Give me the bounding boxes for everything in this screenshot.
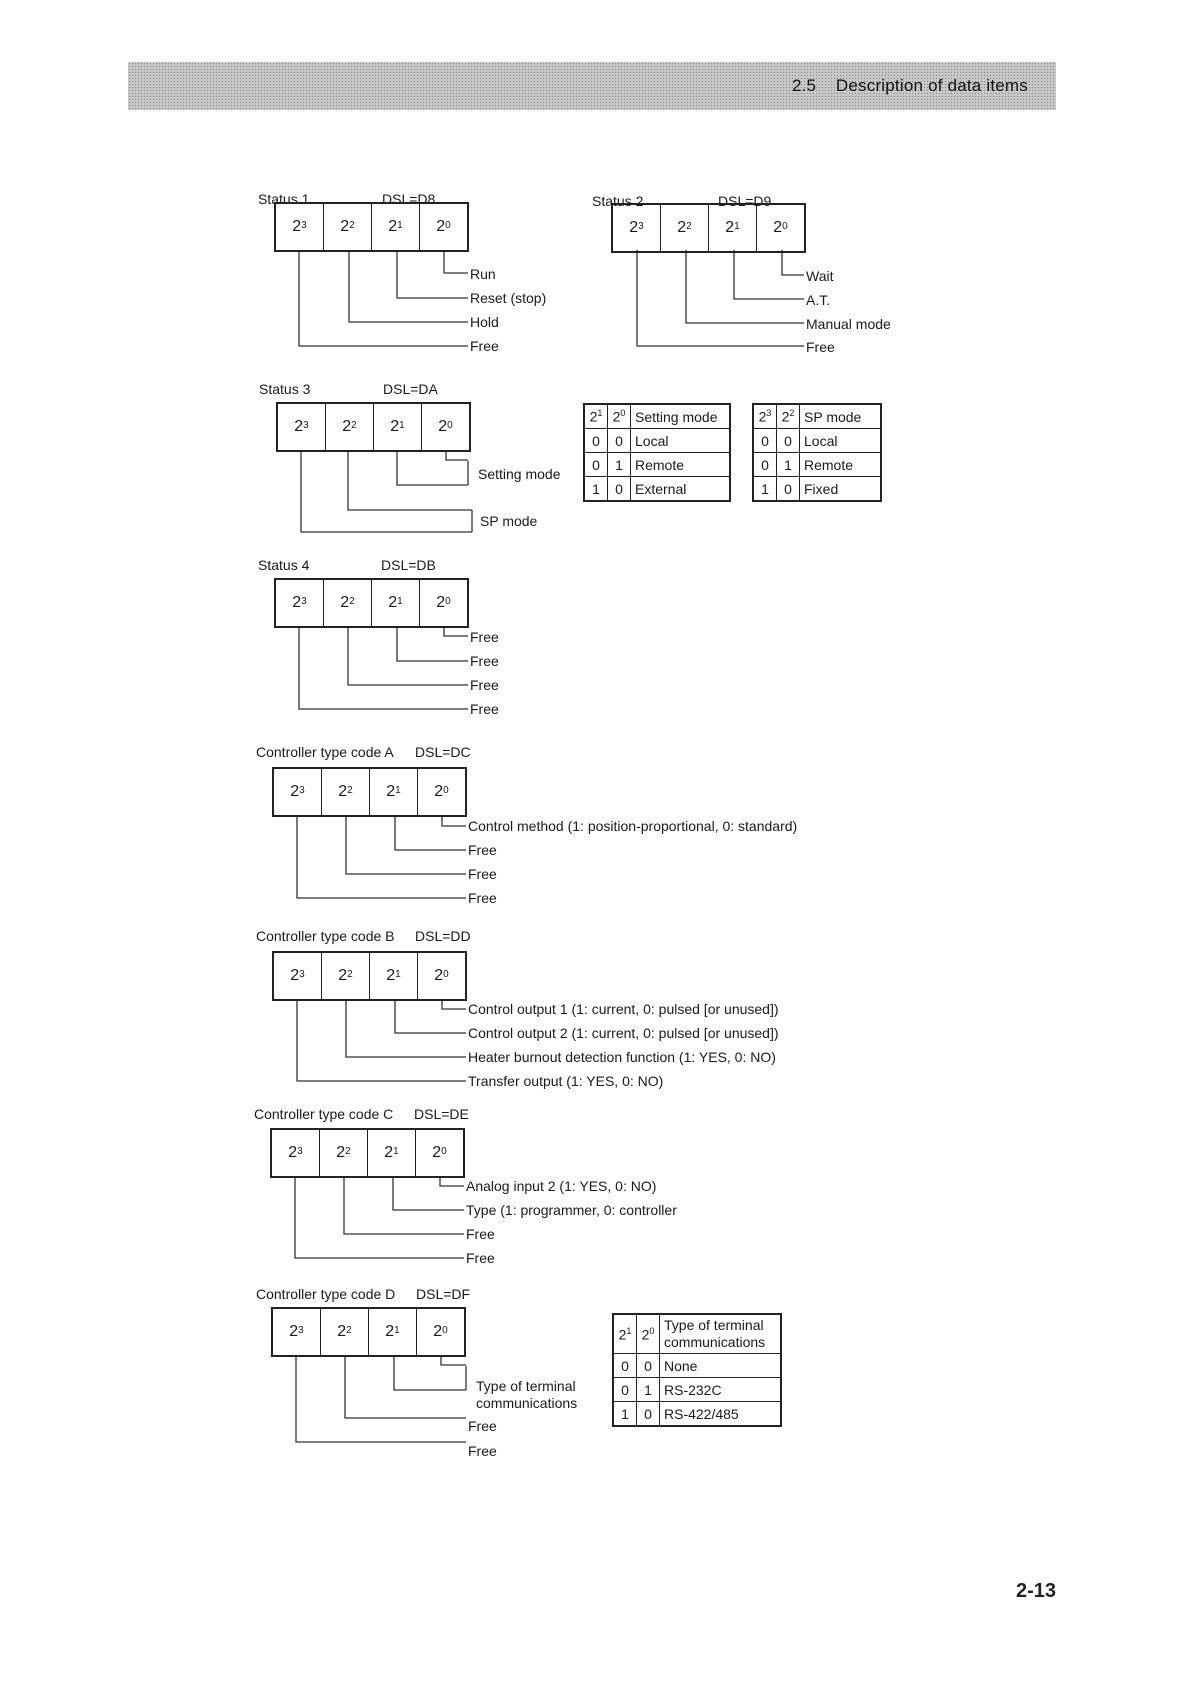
status1-bit-register: [274, 202, 469, 252]
table-cell: 0: [637, 1402, 660, 1427]
table-cell: 0: [613, 1354, 637, 1378]
status1-title: Status 1: [258, 191, 310, 207]
status4-bit0-label: Free: [470, 629, 499, 645]
bit-cell-3: 2 $^3$: [629, 219, 644, 236]
bit-header: $2^3$: [753, 404, 777, 429]
status2-bit3-label: Free: [806, 339, 835, 355]
bit-cell-3: 2 $^3$: [292, 594, 307, 611]
controller-c-title: Controller type code C: [254, 1106, 394, 1122]
controller-c-bit-register: [270, 1128, 465, 1178]
controller-a-bit1-label: Free: [468, 842, 497, 858]
controller-a-title: Controller type code A: [256, 744, 394, 760]
bit-header: $2^1$: [613, 1314, 637, 1354]
status4-bit1-label: Free: [470, 653, 499, 669]
table-cell: 0: [584, 429, 608, 453]
bit-cell-0: 2 $^0$: [415, 1130, 463, 1176]
table-cell: 1: [608, 453, 631, 477]
bit-cell-2: 2 $^2$: [660, 205, 708, 251]
controller-a-bit0-label: Control method (1: position-proportional, 0: standard): [468, 818, 798, 834]
table-cell: RS-422/485: [660, 1402, 782, 1427]
controller-a-bit2-label: Free: [468, 866, 497, 882]
table-row: [584, 429, 730, 453]
controller-d-bit-register: [271, 1307, 466, 1357]
status4-bit2-label: Free: [470, 677, 499, 693]
bit-cell-0: 2 $^0$: [417, 769, 465, 815]
bit-cell-3: 2 $^3$: [290, 783, 305, 800]
status2-bit1-label: A.T.: [806, 292, 831, 308]
bit-cell-0: 2 $^0$: [421, 404, 469, 450]
table-cell: 1: [753, 477, 777, 502]
sp-mode-table: [752, 403, 882, 502]
status2-dsl: DSL=D9: [718, 193, 772, 209]
bit-cell-1: 2 $^1$: [368, 1309, 416, 1355]
bit-cell-0: 2 $^0$: [419, 204, 467, 250]
status2-bit2-label: Manual mode: [806, 316, 891, 332]
bit-cell-3: 2 $^3$: [294, 418, 309, 435]
controller-c-bit1-label: Type (1: programmer, 0: controller: [466, 1202, 677, 1218]
controller-b-bit1-label: Control output 2 (1: current, 0: pulsed [or unused]): [468, 1025, 779, 1041]
bit-cell-2: 2 $^2$: [321, 769, 369, 815]
bit-cell-1: 2 $^1$: [369, 953, 417, 999]
bit-cell-1: 2 $^1$: [373, 404, 421, 450]
status1-dsl: DSL=D8: [382, 191, 436, 207]
controller-d-dsl: DSL=DF: [416, 1286, 471, 1302]
controller-c-bit0-label: Analog input 2 (1: YES, 0: NO): [466, 1178, 657, 1194]
setting-mode-table: [583, 403, 731, 502]
bit-cell-0: 2 $^0$: [756, 205, 804, 251]
bit-cell-0: 2 $^0$: [417, 953, 465, 999]
page-number: 2-13: [1016, 1580, 1057, 1602]
controller-a-bit-register: [272, 767, 467, 817]
table-row: [753, 453, 881, 477]
status2-title: Status 2: [592, 193, 644, 209]
setting-mode-header: Setting mode: [631, 404, 731, 429]
table-cell: None: [660, 1354, 782, 1378]
bit-cell-2: 2 $^2$: [323, 580, 371, 626]
status1-bit3-label: Free: [470, 338, 499, 354]
status4-dsl: DSL=DB: [381, 557, 436, 573]
bit-cell-1: 2 $^1$: [367, 1130, 415, 1176]
table-row: [584, 477, 730, 502]
table-cell: Local: [800, 429, 882, 453]
bit-header: $2^0$: [608, 404, 631, 429]
controller-c-bit2-label: Free: [466, 1226, 495, 1242]
table-cell: 0: [777, 429, 800, 453]
controller-d-title: Controller type code D: [256, 1286, 396, 1302]
table-row: [753, 477, 881, 502]
status1-bit2-label: Hold: [470, 314, 499, 330]
bit-cell-2: 2 $^2$: [320, 1309, 368, 1355]
controller-b-bit-register: [272, 951, 467, 1001]
table-cell: 0: [584, 453, 608, 477]
section-header-band: [128, 62, 1056, 110]
table-cell: Local: [631, 429, 731, 453]
controller-a-dsl: DSL=DC: [415, 744, 471, 760]
table-cell: Fixed: [800, 477, 882, 502]
controller-c-bit3-label: Free: [466, 1250, 495, 1266]
controller-b-title: Controller type code B: [256, 928, 395, 944]
table-cell: 1: [777, 453, 800, 477]
status1-bit0-label: Run: [470, 266, 496, 282]
table-row: [584, 453, 730, 477]
status2-bit-register: [611, 203, 806, 253]
bit-cell-2: 2 $^2$: [325, 404, 373, 450]
bit-header: $2^2$: [777, 404, 800, 429]
table-cell: Remote: [800, 453, 882, 477]
status3-bit-register: [276, 402, 471, 452]
bit-cell-1: 2 $^1$: [708, 205, 756, 251]
controller-d-terminal-label: Type of terminal communications: [476, 1378, 578, 1411]
status4-title: Status 4: [258, 557, 310, 573]
controller-b-bit3-label: Transfer output (1: YES, 0: NO): [468, 1073, 664, 1089]
bit-cell-3: 2 $^3$: [288, 1144, 303, 1161]
controller-b-bit0-label: Control output 1 (1: current, 0: pulsed [or unused]): [468, 1001, 779, 1017]
bit-header: $2^0$: [637, 1314, 660, 1354]
status3-title: Status 3: [259, 381, 311, 397]
section-number: 2.5: [791, 76, 817, 95]
bit-header: $2^1$: [584, 404, 608, 429]
table-cell: 0: [608, 429, 631, 453]
table-cell: 0: [608, 477, 631, 502]
table-cell: 0: [637, 1354, 660, 1378]
table-cell: 1: [637, 1378, 660, 1402]
status2-bit0-label: Wait: [806, 268, 834, 284]
table-row: [613, 1378, 781, 1402]
table-cell: Remote: [631, 453, 731, 477]
bit-cell-0: 2 $^0$: [419, 580, 467, 626]
sp-mode-header: SP mode: [800, 404, 882, 429]
status3-setting-mode-label: Setting mode: [478, 466, 561, 482]
status1-bit1-label: Reset (stop): [470, 290, 547, 306]
bit-cell-3: 2 $^3$: [289, 1323, 304, 1340]
table-cell: 0: [753, 453, 777, 477]
table-cell: 0: [753, 429, 777, 453]
section-header: [792, 76, 1028, 96]
controller-a-bit3-label: Free: [468, 890, 497, 906]
status3-sp-mode-label: SP mode: [480, 513, 538, 529]
status4-bit-register: [274, 578, 469, 628]
table-cell: External: [631, 477, 731, 502]
bit-cell-3: 2 $^3$: [290, 967, 305, 984]
status4-bit3-label: Free: [470, 701, 499, 717]
bit-cell-2: 2 $^2$: [323, 204, 371, 250]
terminal-comm-table: [612, 1313, 782, 1427]
bit-cell-1: 2 $^1$: [369, 769, 417, 815]
table-cell: 0: [613, 1378, 637, 1402]
status3-dsl: DSL=DA: [383, 381, 438, 397]
controller-d-bit3-label: Free: [468, 1443, 497, 1459]
section-title: Description of data items: [835, 76, 1028, 95]
table-row: [613, 1402, 781, 1427]
bit-cell-1: 2 $^1$: [371, 580, 419, 626]
table-cell: 0: [777, 477, 800, 502]
table-row: [753, 429, 881, 453]
controller-b-bit2-label: Heater burnout detection function (1: YES, 0: NO): [468, 1049, 776, 1065]
bit-cell-2: 2 $^2$: [321, 953, 369, 999]
terminal-comm-header: Type of terminal communications: [660, 1314, 782, 1354]
table-cell: 1: [613, 1402, 637, 1427]
bit-cell-2: 2 $^2$: [319, 1130, 367, 1176]
table-cell: 1: [584, 477, 608, 502]
table-cell: RS-232C: [660, 1378, 782, 1402]
controller-d-bit2-label: Free: [468, 1418, 497, 1434]
controller-b-dsl: DSL=DD: [415, 928, 471, 944]
bit-cell-0: 2 $^0$: [416, 1309, 464, 1355]
table-row: [613, 1354, 781, 1378]
bit-cell-1: 2 $^1$: [371, 204, 419, 250]
controller-c-dsl: DSL=DE: [414, 1106, 469, 1122]
bit-cell-3: 2 $^3$: [292, 218, 307, 235]
